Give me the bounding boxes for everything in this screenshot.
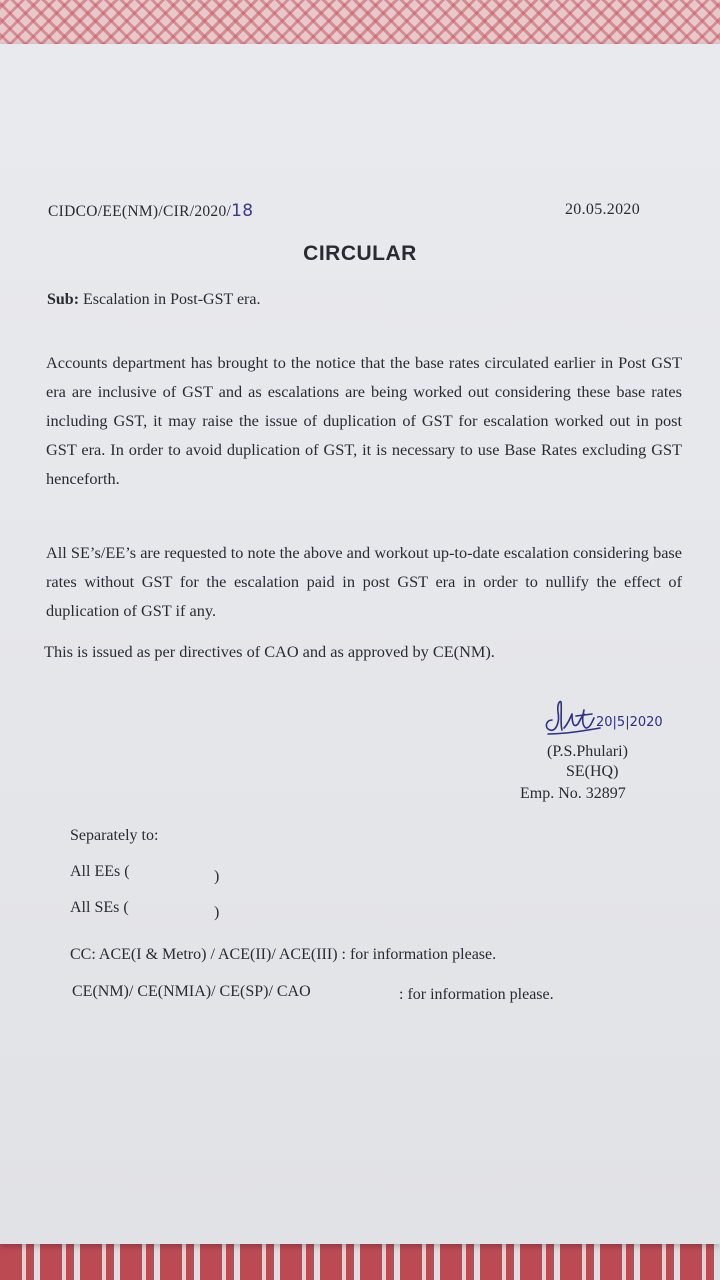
handwritten-signature	[538, 694, 714, 750]
signatory-employee-number: Emp. No. 32897	[520, 785, 626, 802]
cc-line-2-note: : for information please.	[399, 986, 554, 1003]
reference-number	[48, 201, 253, 221]
signatory-name: (P.S.Phulari)	[547, 743, 628, 760]
bottom-strip-background	[0, 1238, 720, 1280]
reference-handwritten-number: 18	[231, 201, 254, 221]
subject-label: Sub:	[47, 291, 80, 308]
subject-text: Escalation in Post-GST era.	[83, 291, 261, 308]
distribution-all-ses: All SEs (	[70, 899, 129, 916]
distribution-heading: Separately to:	[70, 827, 159, 844]
distribution-all-ees-close: )	[214, 868, 220, 885]
circular-date: 20.05.2020	[565, 201, 640, 218]
distribution-all-ses-close: )	[214, 904, 220, 921]
cc-line-1: CC: ACE(I & Metro) / ACE(II)/ ACE(III) : for information please.	[70, 946, 497, 963]
signatory-designation: SE(HQ)	[566, 763, 619, 780]
signature-date: 20|5|2020	[596, 715, 663, 730]
body-paragraph-3: This is issued as per directives of CAO and as approved by CE(NM).	[44, 642, 495, 661]
body-paragraph-1: Accounts department has brought to the notice that the base rates circulated earlier in Post GST era are inclusive of GST and as escalations are being worked out considering these base rates including GST, it may raise the issue of duplication of GST for escalation worked out in post GST era. In order to avoid duplication of GST, it is necessary to use Base Rates excluding GST henceforth.	[46, 353, 682, 488]
page-title: CIRCULAR	[303, 242, 417, 265]
cc-line-2-names: CE(NM)/ CE(NMIA)/ CE(SP)/ CAO	[72, 983, 311, 1000]
body-paragraph-2: All SE’s/EE’s are requested to note the above and workout up-to-date escalation considering base rates without GST for the escalation paid in post GST era in order to nullify the effect of duplication of GST if any.	[46, 543, 682, 620]
reference-prefix: CIDCO/EE(NM)/CIR/2020/	[48, 203, 232, 220]
subject-line	[47, 291, 260, 309]
distribution-all-ees: All EEs (	[70, 863, 130, 880]
